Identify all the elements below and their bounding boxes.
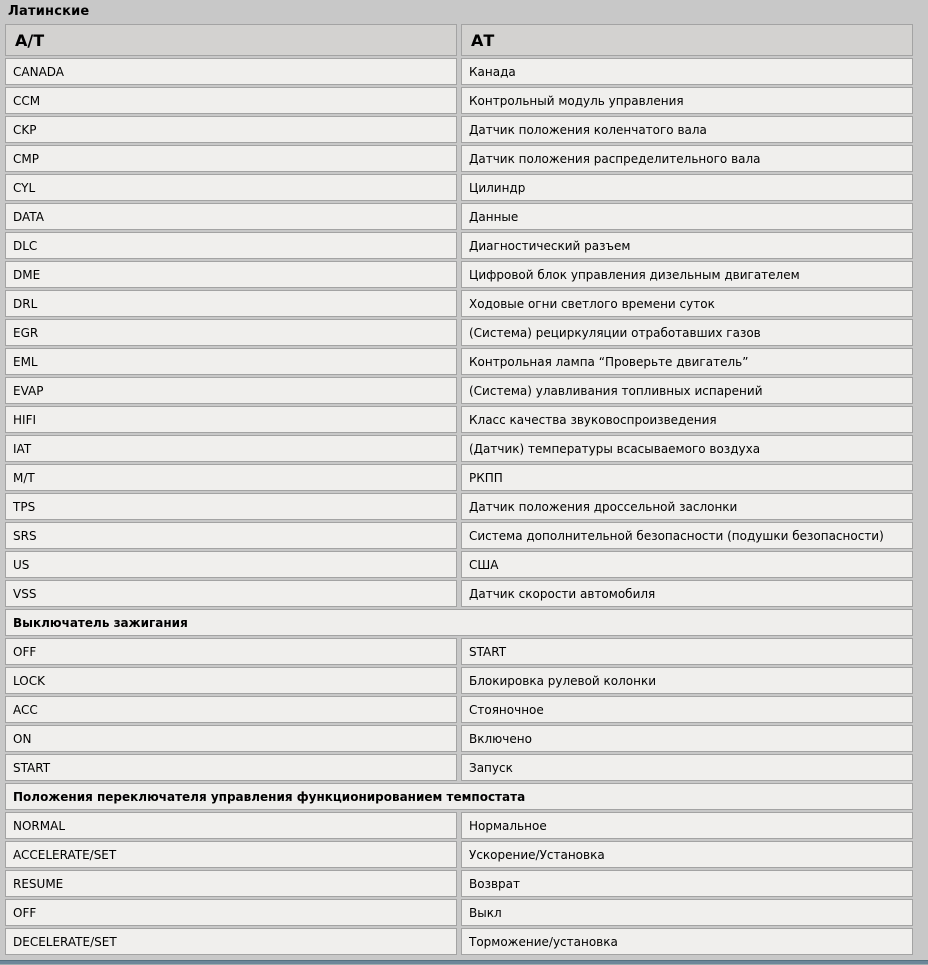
abbr-cell: SRS bbox=[5, 522, 457, 549]
translation-cell: Канада bbox=[461, 58, 913, 85]
translation-cell: Выкл bbox=[461, 899, 913, 926]
abbr-cell: EVAP bbox=[5, 377, 457, 404]
abbr-cell: DME bbox=[5, 261, 457, 288]
table-row bbox=[5, 928, 913, 955]
table-row bbox=[5, 203, 913, 230]
abbr-cell: DLC bbox=[5, 232, 457, 259]
abbr-cell: CYL bbox=[5, 174, 457, 201]
column-header-abbr: A/T bbox=[5, 24, 457, 56]
abbr-cell: START bbox=[5, 754, 457, 781]
table-row bbox=[5, 58, 913, 85]
table-row bbox=[5, 638, 913, 665]
abbreviation-table bbox=[1, 22, 917, 957]
translation-cell: Система дополнительной безопасности (подушки безопасности) bbox=[461, 522, 913, 549]
translation-cell: (Датчик) температуры всасываемого воздуха bbox=[461, 435, 913, 462]
translation-cell: Класс качества звуковоспроизведения bbox=[461, 406, 913, 433]
translation-cell: Нормальное bbox=[461, 812, 913, 839]
translation-cell: Контрольная лампа “Проверьте двигатель” bbox=[461, 348, 913, 375]
table-row bbox=[5, 290, 913, 317]
table-row bbox=[5, 725, 913, 752]
table-row bbox=[5, 406, 913, 433]
abbr-cell: TPS bbox=[5, 493, 457, 520]
translation-cell: Цилиндр bbox=[461, 174, 913, 201]
translation-cell: Блокировка рулевой колонки bbox=[461, 667, 913, 694]
translation-cell: Включено bbox=[461, 725, 913, 752]
table-row bbox=[5, 435, 913, 462]
translation-cell: США bbox=[461, 551, 913, 578]
abbr-cell: US bbox=[5, 551, 457, 578]
translation-cell: Запуск bbox=[461, 754, 913, 781]
translation-cell: Ускорение/Установка bbox=[461, 841, 913, 868]
table-row bbox=[5, 377, 913, 404]
translation-cell: Датчик скорости автомобиля bbox=[461, 580, 913, 607]
table-row bbox=[5, 522, 913, 549]
table-row bbox=[5, 667, 913, 694]
table-row bbox=[5, 116, 913, 143]
translation-cell: Возврат bbox=[461, 870, 913, 897]
table-row bbox=[5, 348, 913, 375]
section-title: Выключатель зажигания bbox=[5, 609, 913, 636]
translation-cell: Данные bbox=[461, 203, 913, 230]
table-row bbox=[5, 87, 913, 114]
abbr-cell: CANADA bbox=[5, 58, 457, 85]
translation-cell: Цифровой блок управления дизельным двигателем bbox=[461, 261, 913, 288]
table-row bbox=[5, 493, 913, 520]
abbr-cell: ACC bbox=[5, 696, 457, 723]
page-title: Латинские bbox=[8, 4, 90, 19]
table-row bbox=[5, 754, 913, 781]
table-row bbox=[5, 870, 913, 897]
section-title: Положения переключателя управления функционированием темпостата bbox=[5, 783, 913, 810]
table-row bbox=[5, 696, 913, 723]
abbr-cell: ACCELERATE/SET bbox=[5, 841, 457, 868]
translation-cell: Стояночное bbox=[461, 696, 913, 723]
table-row bbox=[5, 261, 913, 288]
abbr-cell: DRL bbox=[5, 290, 457, 317]
table-row bbox=[5, 551, 913, 578]
abbr-cell: CKP bbox=[5, 116, 457, 143]
table-row bbox=[5, 841, 913, 868]
section-header-row bbox=[5, 783, 913, 810]
abbr-cell: RESUME bbox=[5, 870, 457, 897]
abbr-cell: ON bbox=[5, 725, 457, 752]
abbr-cell: NORMAL bbox=[5, 812, 457, 839]
column-header-translation: АТ bbox=[461, 24, 913, 56]
abbr-cell: LOCK bbox=[5, 667, 457, 694]
abbr-cell: OFF bbox=[5, 899, 457, 926]
translation-cell: РКПП bbox=[461, 464, 913, 491]
table-row bbox=[5, 232, 913, 259]
abbr-cell: VSS bbox=[5, 580, 457, 607]
table-header-row bbox=[5, 24, 913, 56]
table-row bbox=[5, 899, 913, 926]
abbr-cell: M/T bbox=[5, 464, 457, 491]
translation-cell: Датчик положения распределительного вала bbox=[461, 145, 913, 172]
abbr-cell: DATA bbox=[5, 203, 457, 230]
abbr-cell: EGR bbox=[5, 319, 457, 346]
section-header-row bbox=[5, 609, 913, 636]
abbr-cell: CMP bbox=[5, 145, 457, 172]
translation-cell: (Система) рециркуляции отработавших газов bbox=[461, 319, 913, 346]
translation-cell: Контрольный модуль управления bbox=[461, 87, 913, 114]
abbr-cell: OFF bbox=[5, 638, 457, 665]
abbr-cell: HIFI bbox=[5, 406, 457, 433]
abbr-cell: EML bbox=[5, 348, 457, 375]
translation-cell: START bbox=[461, 638, 913, 665]
translation-cell: Датчик положения коленчатого вала bbox=[461, 116, 913, 143]
table-row bbox=[5, 580, 913, 607]
translation-cell: Торможение/установка bbox=[461, 928, 913, 955]
abbr-cell: IAT bbox=[5, 435, 457, 462]
abbr-cell: DECELERATE/SET bbox=[5, 928, 457, 955]
translation-cell: (Система) улавливания топливных испарений bbox=[461, 377, 913, 404]
table-row bbox=[5, 145, 913, 172]
table-row bbox=[5, 812, 913, 839]
table-row bbox=[5, 174, 913, 201]
translation-cell: Диагностический разъем bbox=[461, 232, 913, 259]
translation-cell: Датчик положения дроссельной заслонки bbox=[461, 493, 913, 520]
translation-cell: Ходовые огни светлого времени суток bbox=[461, 290, 913, 317]
table-row bbox=[5, 319, 913, 346]
abbr-cell: CCM bbox=[5, 87, 457, 114]
bottom-divider bbox=[0, 960, 928, 965]
table-row bbox=[5, 464, 913, 491]
